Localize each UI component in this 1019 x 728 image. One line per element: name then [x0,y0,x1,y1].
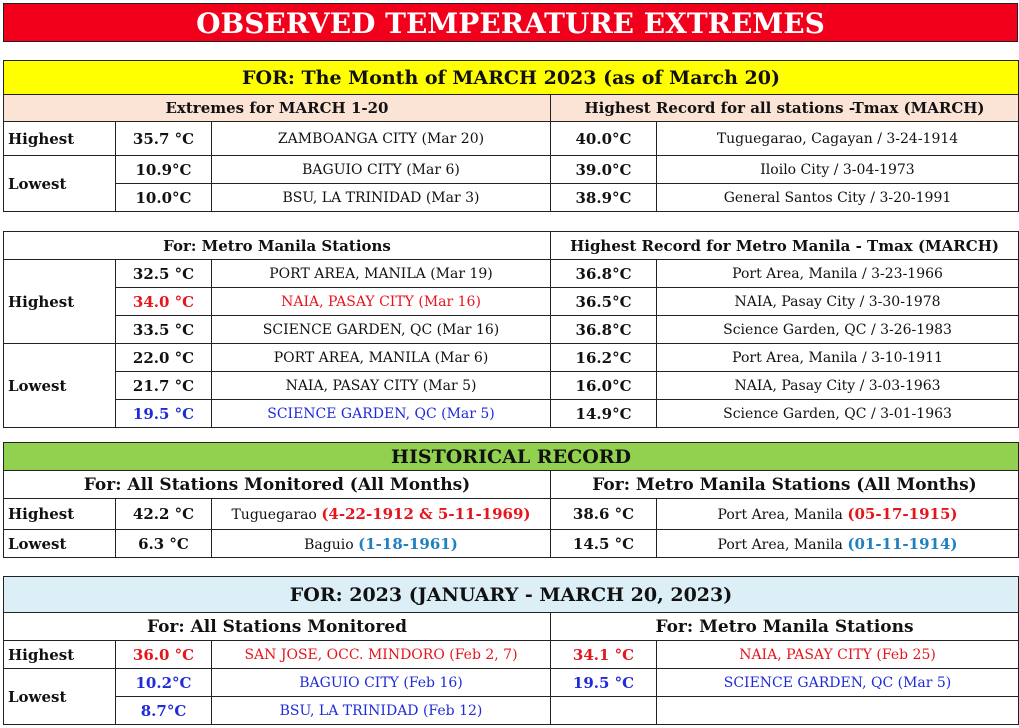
row-label-highest: Highest [4,641,116,669]
row-label-highest: Highest [4,122,116,156]
temp-value: 10.9°C [116,156,212,184]
record-station: NAIA, PASAY CITY (Feb 25) [657,641,1019,669]
record-value: 39.0°C [551,156,657,184]
record-station: NAIA, Pasay City / 3-03-1963 [657,372,1019,400]
station-name: SCIENCE GARDEN, QC (Mar 16) [212,316,551,344]
record-station: Science Garden, QC / 3-26-1983 [657,316,1019,344]
record-value: 19.5 °C [551,669,657,697]
historical-record-table [3,442,1019,558]
station-name [212,499,551,530]
station-name [212,530,551,558]
station-label: Tuguegarao [231,507,322,523]
historical-banner: HISTORICAL RECORD [4,443,1019,471]
record-station: Iloilo City / 3-04-1973 [657,156,1019,184]
station-name: SAN JOSE, OCC. MINDORO (Feb 2, 7) [212,641,551,669]
metro-manila-table [3,231,1019,428]
station-name: NAIA, PASAY CITY (Mar 16) [212,288,551,316]
record-value: 14.9°C [551,400,657,428]
record-station: Port Area, Manila / 3-23-1966 [657,260,1019,288]
record-value: 36.5°C [551,288,657,316]
station-name: ZAMBOANGA CITY (Mar 20) [212,122,551,156]
row-label-highest: Highest [4,260,116,344]
record-date: (01-11-1914) [847,534,958,553]
metro-left-header: For: Metro Manila Stations [4,232,551,260]
station-name: BAGUIO CITY (Feb 16) [212,669,551,697]
record-value: 16.0°C [551,372,657,400]
month-right-header: Highest Record for all stations -Tmax (MARCH) [551,95,1019,122]
station-name: PORT AREA, MANILA (Mar 6) [212,344,551,372]
row-label-lowest: Lowest [4,156,116,212]
record-station: Port Area, Manila / 3-10-1911 [657,344,1019,372]
row-label-lowest: Lowest [4,530,116,558]
year-2023-table [3,576,1019,725]
temp-value: 34.0 °C [116,288,212,316]
station-label: Port Area, Manila [717,536,848,553]
temp-value: 8.7°C [116,697,212,725]
record-station: NAIA, Pasay City / 3-30-1978 [657,288,1019,316]
metro-right-header: Highest Record for Metro Manila - Tmax (MARCH) [551,232,1019,260]
temp-value: 19.5 °C [116,400,212,428]
historical-left-header: For: All Stations Monitored (All Months) [4,471,551,499]
temp-value: 33.5 °C [116,316,212,344]
station-label: Baguio [304,536,359,553]
month-banner: FOR: The Month of MARCH 2023 (as of March 20) [4,61,1019,95]
record-value: 34.1 °C [551,641,657,669]
month-extremes-table [3,60,1019,212]
record-station [657,499,1019,530]
temp-value: 10.2°C [116,669,212,697]
station-name: BSU, LA TRINIDAD (Feb 12) [212,697,551,725]
station-name: BSU, LA TRINIDAD (Mar 3) [212,184,551,212]
station-name: BAGUIO CITY (Mar 6) [212,156,551,184]
record-value: 14.5 °C [551,530,657,558]
year-banner: FOR: 2023 (JANUARY - MARCH 20, 2023) [4,577,1019,613]
record-value: 16.2°C [551,344,657,372]
temp-value: 6.3 °C [116,530,212,558]
record-station: Tuguegarao, Cagayan / 3-24-1914 [657,122,1019,156]
temp-value: 21.7 °C [116,372,212,400]
month-left-header: Extremes for MARCH 1-20 [4,95,551,122]
record-value: 38.9°C [551,184,657,212]
record-value: 38.6 °C [551,499,657,530]
row-label-highest: Highest [4,499,116,530]
empty-cell [657,697,1019,725]
year-left-header: For: All Stations Monitored [4,613,551,641]
row-label-lowest: Lowest [4,344,116,428]
station-name: NAIA, PASAY CITY (Mar 5) [212,372,551,400]
record-value: 40.0°C [551,122,657,156]
station-label: Port Area, Manila [717,507,848,523]
historical-right-header: For: Metro Manila Stations (All Months) [551,471,1019,499]
temp-value: 36.0 °C [116,641,212,669]
record-dates: (1-18-1961) [358,534,458,553]
station-name: PORT AREA, MANILA (Mar 19) [212,260,551,288]
station-name: SCIENCE GARDEN, QC (Mar 5) [212,400,551,428]
record-date: (05-17-1915) [847,505,958,523]
record-station: General Santos City / 3-20-1991 [657,184,1019,212]
temp-value: 10.0°C [116,184,212,212]
row-label-lowest: Lowest [4,669,116,725]
record-station [657,530,1019,558]
temp-value: 42.2 °C [116,499,212,530]
record-dates: (4-22-1912 & 5-11-1969) [321,505,531,523]
page-title: OBSERVED TEMPERATURE EXTREMES [3,3,1018,42]
temp-value: 35.7 °C [116,122,212,156]
record-station: SCIENCE GARDEN, QC (Mar 5) [657,669,1019,697]
record-value: 36.8°C [551,316,657,344]
record-station: Science Garden, QC / 3-01-1963 [657,400,1019,428]
empty-cell [551,697,657,725]
temp-value: 32.5 °C [116,260,212,288]
temp-value: 22.0 °C [116,344,212,372]
year-right-header: For: Metro Manila Stations [551,613,1019,641]
record-value: 36.8°C [551,260,657,288]
